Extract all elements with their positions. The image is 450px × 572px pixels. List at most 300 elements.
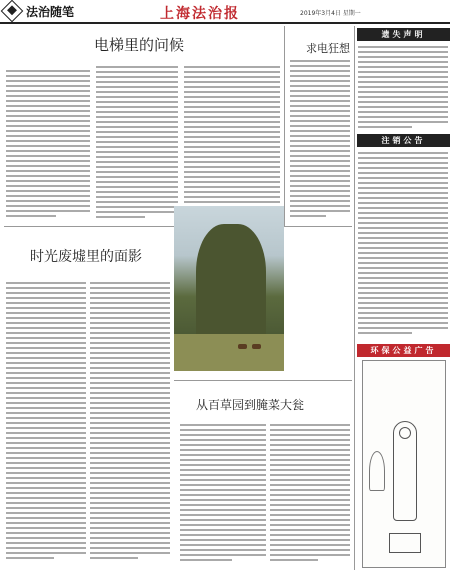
body-text-line: [358, 317, 448, 319]
body-text-line: [90, 392, 170, 394]
body-text-line: [358, 292, 448, 294]
body-text-line: [6, 497, 86, 499]
body-text-line: [184, 96, 280, 98]
body-text-line: [6, 492, 86, 494]
body-text-line: [358, 126, 412, 128]
body-text-line: [184, 141, 280, 143]
body-text-line: [6, 115, 90, 117]
body-text-line: [358, 272, 448, 274]
body-text-line: [358, 182, 448, 184]
body-text-line: [358, 212, 448, 214]
body-text-line: [6, 307, 86, 309]
body-text-line: [6, 155, 90, 157]
body-text-line: [184, 146, 280, 148]
lost-notice-banner: 遗失声明: [357, 28, 450, 41]
body-text-line: [270, 554, 350, 556]
body-text-line: [6, 437, 86, 439]
body-text-line: [6, 175, 90, 177]
body-text-line: [6, 130, 90, 132]
body-text-line: [358, 162, 448, 164]
body-text-line: [90, 362, 170, 364]
body-text-line: [6, 372, 86, 374]
body-text-line: [96, 161, 178, 163]
body-text-line: [290, 200, 350, 202]
body-text-line: [6, 195, 90, 197]
body-text-line: [96, 201, 178, 203]
body-text-line: [184, 191, 280, 193]
body-text-line: [96, 176, 178, 178]
body-text-line: [358, 152, 448, 154]
body-text-line: [90, 492, 170, 494]
headline-boss: 求电狂想: [306, 42, 350, 55]
body-text-line: [6, 467, 86, 469]
body-text-line: [96, 196, 178, 198]
body-text-line: [180, 484, 266, 486]
body-text-line: [6, 552, 86, 554]
body-text-line: [90, 527, 170, 529]
body-text-line: [358, 202, 448, 204]
body-text-line: [6, 407, 86, 409]
body-text-line: [358, 177, 448, 179]
body-text-line: [180, 514, 266, 516]
field: [174, 334, 284, 371]
body-text-line: [290, 180, 350, 182]
body-text-line: [6, 452, 86, 454]
body-text-line: [6, 170, 90, 172]
section-logo-icon: [1, 0, 24, 22]
body-text-line: [270, 424, 350, 426]
body-text-line: [290, 110, 350, 112]
body-text-line: [6, 145, 90, 147]
body-text-line: [270, 504, 350, 506]
body-text-line: [90, 432, 170, 434]
body-text-line: [6, 312, 86, 314]
body-text-line: [358, 247, 448, 249]
body-text-line: [90, 387, 170, 389]
body-text-line: [96, 101, 178, 103]
body-text-line: [90, 557, 138, 559]
body-text-line: [6, 302, 86, 304]
body-text-line: [6, 185, 90, 187]
body-text-line: [6, 120, 90, 122]
body-text-line: [358, 187, 448, 189]
body-text-line: [180, 444, 266, 446]
body-text-line: [358, 207, 448, 209]
body-text-line: [184, 136, 280, 138]
body-text-line: [90, 332, 170, 334]
body-text-line: [90, 307, 170, 309]
body-text-line: [270, 549, 350, 551]
body-text-line: [90, 547, 170, 549]
body-text-line: [358, 217, 448, 219]
body-text-line: [358, 277, 448, 279]
body-text-line: [6, 110, 90, 112]
body-text-line: [290, 175, 350, 177]
body-text-line: [96, 156, 178, 158]
body-text-line: [6, 532, 86, 534]
body-text-line: [358, 101, 448, 103]
body-text-line: [96, 216, 145, 218]
body-text-line: [358, 242, 448, 244]
body-text-line: [96, 186, 178, 188]
body-text-line: [290, 165, 350, 167]
body-text-line: [184, 131, 280, 133]
body-text-line: [96, 66, 178, 68]
body-text-line: [6, 200, 90, 202]
body-text-line: [90, 292, 170, 294]
body-text-line: [6, 160, 90, 162]
body-text-line: [270, 449, 350, 451]
body-text-line: [290, 210, 350, 212]
body-text-line: [6, 542, 86, 544]
body-text-line: [358, 116, 448, 118]
headline-garden: 从百草园到腌菜大瓮: [196, 398, 305, 412]
body-text-line: [184, 196, 280, 198]
body-text-line: [90, 357, 170, 359]
body-text-line: [270, 544, 350, 546]
body-text-line: [358, 106, 448, 108]
body-text-line: [270, 559, 318, 561]
body-text-line: [96, 86, 178, 88]
body-text-line: [290, 135, 350, 137]
body-text-line: [90, 297, 170, 299]
body-text-line: [6, 487, 86, 489]
body-text-line: [180, 509, 266, 511]
body-text-line: [358, 81, 448, 83]
body-text-line: [358, 332, 412, 334]
body-text-line: [90, 502, 170, 504]
body-text-line: [180, 434, 266, 436]
body-text-line: [180, 439, 266, 441]
body-text-line: [358, 192, 448, 194]
body-text-line: [90, 287, 170, 289]
body-text-line: [6, 75, 90, 77]
body-text-line: [96, 126, 178, 128]
body-text-line: [96, 206, 178, 208]
body-text-line: [290, 60, 350, 62]
body-text-line: [90, 422, 170, 424]
body-text-line: [290, 215, 326, 217]
body-text-line: [290, 155, 350, 157]
body-text-line: [270, 474, 350, 476]
body-text-line: [184, 126, 280, 128]
body-text-line: [6, 352, 86, 354]
body-text-line: [90, 542, 170, 544]
landscape-photo: [174, 206, 284, 371]
body-text-line: [90, 412, 170, 414]
body-text-line: [290, 150, 350, 152]
body-text-line: [358, 96, 448, 98]
body-text-line: [270, 519, 350, 521]
column-rule-top: [284, 26, 285, 226]
body-text-line: [270, 489, 350, 491]
body-text-line: [290, 140, 350, 142]
body-text-line: [290, 90, 350, 92]
body-text-line: [6, 367, 86, 369]
body-text-line: [180, 539, 266, 541]
body-text-line: [180, 554, 266, 556]
body-text-line: [184, 111, 280, 113]
body-text-line: [6, 90, 90, 92]
body-text-line: [6, 527, 86, 529]
body-text-line: [184, 106, 280, 108]
body-text-line: [6, 80, 90, 82]
body-text-line: [184, 116, 280, 118]
body-text-line: [184, 186, 280, 188]
body-text-line: [90, 447, 170, 449]
body-text-line: [184, 151, 280, 153]
body-text-line: [90, 382, 170, 384]
body-text-line: [6, 327, 86, 329]
body-text-line: [358, 61, 448, 63]
body-text-line: [90, 472, 170, 474]
body-text-line: [90, 487, 170, 489]
body-text-line: [184, 201, 280, 203]
body-text-line: [96, 211, 178, 213]
body-text-line: [180, 524, 266, 526]
face-drawing: [399, 427, 411, 439]
body-text-line: [358, 91, 448, 93]
body-text-line: [90, 282, 170, 284]
body-text-line: [358, 157, 448, 159]
body-text-line: [180, 529, 266, 531]
body-text-line: [6, 337, 86, 339]
body-text-line: [6, 377, 86, 379]
body-text-line: [358, 252, 448, 254]
body-text-line: [90, 347, 170, 349]
body-text-line: [180, 459, 266, 461]
body-text-line: [358, 111, 448, 113]
body-text-line: [270, 444, 350, 446]
body-text-line: [90, 552, 170, 554]
body-text-line: [290, 120, 350, 122]
body-text-line: [6, 135, 90, 137]
body-text-line: [90, 507, 170, 509]
body-text-line: [270, 514, 350, 516]
body-text-line: [180, 549, 266, 551]
body-text-line: [6, 85, 90, 87]
body-text-line: [180, 474, 266, 476]
body-text-line: [270, 534, 350, 536]
body-text-line: [290, 65, 350, 67]
body-text-line: [6, 477, 86, 479]
body-text-line: [290, 170, 350, 172]
body-text-line: [290, 185, 350, 187]
body-text-line: [90, 537, 170, 539]
body-text-line: [6, 482, 86, 484]
body-text-line: [270, 494, 350, 496]
body-text-line: [96, 81, 178, 83]
body-text-line: [270, 434, 350, 436]
body-text-line: [290, 75, 350, 77]
body-text-line: [290, 100, 350, 102]
body-text-line: [184, 171, 280, 173]
body-text-line: [184, 161, 280, 163]
body-text-line: [6, 442, 86, 444]
body-text-line: [90, 312, 170, 314]
body-text-line: [96, 96, 178, 98]
body-text-line: [358, 327, 448, 329]
body-text-line: [96, 146, 178, 148]
cow: [238, 344, 247, 349]
body-text-line: [6, 125, 90, 127]
body-text-line: [6, 357, 86, 359]
body-text-line: [6, 70, 90, 72]
body-text-line: [6, 412, 86, 414]
body-text-line: [90, 512, 170, 514]
body-text-line: [6, 287, 86, 289]
body-text-line: [184, 121, 280, 123]
body-text-line: [96, 91, 178, 93]
body-text-line: [96, 171, 178, 173]
body-text-line: [96, 136, 178, 138]
karst-hill: [196, 224, 266, 344]
body-text-line: [180, 449, 266, 451]
body-text-line: [96, 151, 178, 153]
body-text-line: [270, 464, 350, 466]
body-text-line: [184, 91, 280, 93]
body-text-line: [90, 317, 170, 319]
body-text-line: [290, 160, 350, 162]
body-text-line: [270, 499, 350, 501]
body-text-line: [358, 56, 448, 58]
body-text-line: [290, 145, 350, 147]
body-text-line: [270, 469, 350, 471]
body-text-line: [6, 150, 90, 152]
body-text-line: [270, 429, 350, 431]
headline-elevator: 电梯里的问候: [94, 36, 185, 54]
env-cartoon: [362, 360, 446, 568]
body-text-line: [6, 537, 86, 539]
body-text-line: [96, 111, 178, 113]
body-text-line: [6, 165, 90, 167]
body-text-line: [358, 172, 448, 174]
body-text-line: [290, 115, 350, 117]
body-text-line: [6, 382, 86, 384]
body-text-line: [90, 367, 170, 369]
body-text-line: [180, 479, 266, 481]
body-text-line: [180, 429, 266, 431]
body-text-line: [184, 71, 280, 73]
body-text-line: [6, 432, 86, 434]
body-text-line: [290, 85, 350, 87]
body-text-line: [290, 195, 350, 197]
body-text-line: [6, 347, 86, 349]
body-text-line: [6, 190, 90, 192]
body-text-line: [184, 76, 280, 78]
body-text-line: [90, 322, 170, 324]
body-text-line: [90, 417, 170, 419]
body-text-line: [90, 337, 170, 339]
body-text-line: [358, 76, 448, 78]
body-text-line: [6, 387, 86, 389]
body-text-line: [90, 327, 170, 329]
body-text-line: [358, 322, 448, 324]
body-text-line: [358, 66, 448, 68]
body-text-line: [290, 190, 350, 192]
body-text-line: [90, 437, 170, 439]
body-text-line: [6, 502, 86, 504]
section-name: 法治随笔: [26, 5, 75, 19]
body-text-line: [358, 71, 448, 73]
body-text-line: [6, 427, 86, 429]
body-text-line: [290, 125, 350, 127]
body-text-line: [358, 227, 448, 229]
body-text-line: [358, 121, 448, 123]
body-text-line: [358, 51, 448, 53]
body-text-line: [90, 517, 170, 519]
body-text-line: [6, 95, 90, 97]
body-text-line: [96, 116, 178, 118]
body-text-line: [358, 287, 448, 289]
body-text-line: [184, 166, 280, 168]
bin-drawing: [389, 533, 421, 553]
body-text-line: [96, 71, 178, 73]
body-text-line: [96, 106, 178, 108]
body-text-line: [180, 504, 266, 506]
body-text-line: [358, 232, 448, 234]
body-text-line: [290, 95, 350, 97]
tree-drawing: [369, 451, 385, 491]
body-text-line: [358, 197, 448, 199]
body-text-line: [6, 282, 86, 284]
body-text-line: [90, 452, 170, 454]
body-text-line: [270, 529, 350, 531]
body-text-line: [6, 447, 86, 449]
body-text-line: [96, 121, 178, 123]
body-text-line: [90, 462, 170, 464]
body-text-line: [90, 302, 170, 304]
body-text-line: [90, 427, 170, 429]
body-text-line: [90, 372, 170, 374]
body-text-line: [180, 519, 266, 521]
body-text-line: [270, 454, 350, 456]
body-text-line: [358, 237, 448, 239]
body-text-line: [6, 417, 86, 419]
issue-date: 2019年3月4日 星期一: [300, 10, 361, 17]
body-text-line: [90, 342, 170, 344]
body-text-line: [6, 362, 86, 364]
body-text-line: [96, 131, 178, 133]
body-text-line: [180, 494, 266, 496]
body-text-line: [6, 332, 86, 334]
body-text-line: [6, 322, 86, 324]
body-text-line: [358, 267, 448, 269]
body-text-line: [90, 497, 170, 499]
body-text-line: [184, 176, 280, 178]
body-text-line: [180, 424, 266, 426]
body-text-line: [6, 397, 86, 399]
body-text-line: [290, 130, 350, 132]
body-text-line: [358, 46, 448, 48]
body-text-line: [270, 539, 350, 541]
row-rule-2: [174, 380, 352, 381]
body-text-line: [270, 484, 350, 486]
body-text-line: [358, 222, 448, 224]
body-text-line: [358, 312, 448, 314]
body-text-line: [6, 547, 86, 549]
body-text-line: [270, 439, 350, 441]
body-text-line: [6, 297, 86, 299]
body-text-line: [184, 156, 280, 158]
body-text-line: [6, 462, 86, 464]
body-text-line: [290, 80, 350, 82]
body-text-line: [6, 100, 90, 102]
body-text-line: [6, 215, 56, 217]
body-text-line: [6, 392, 86, 394]
body-text-line: [6, 105, 90, 107]
body-text-line: [358, 282, 448, 284]
